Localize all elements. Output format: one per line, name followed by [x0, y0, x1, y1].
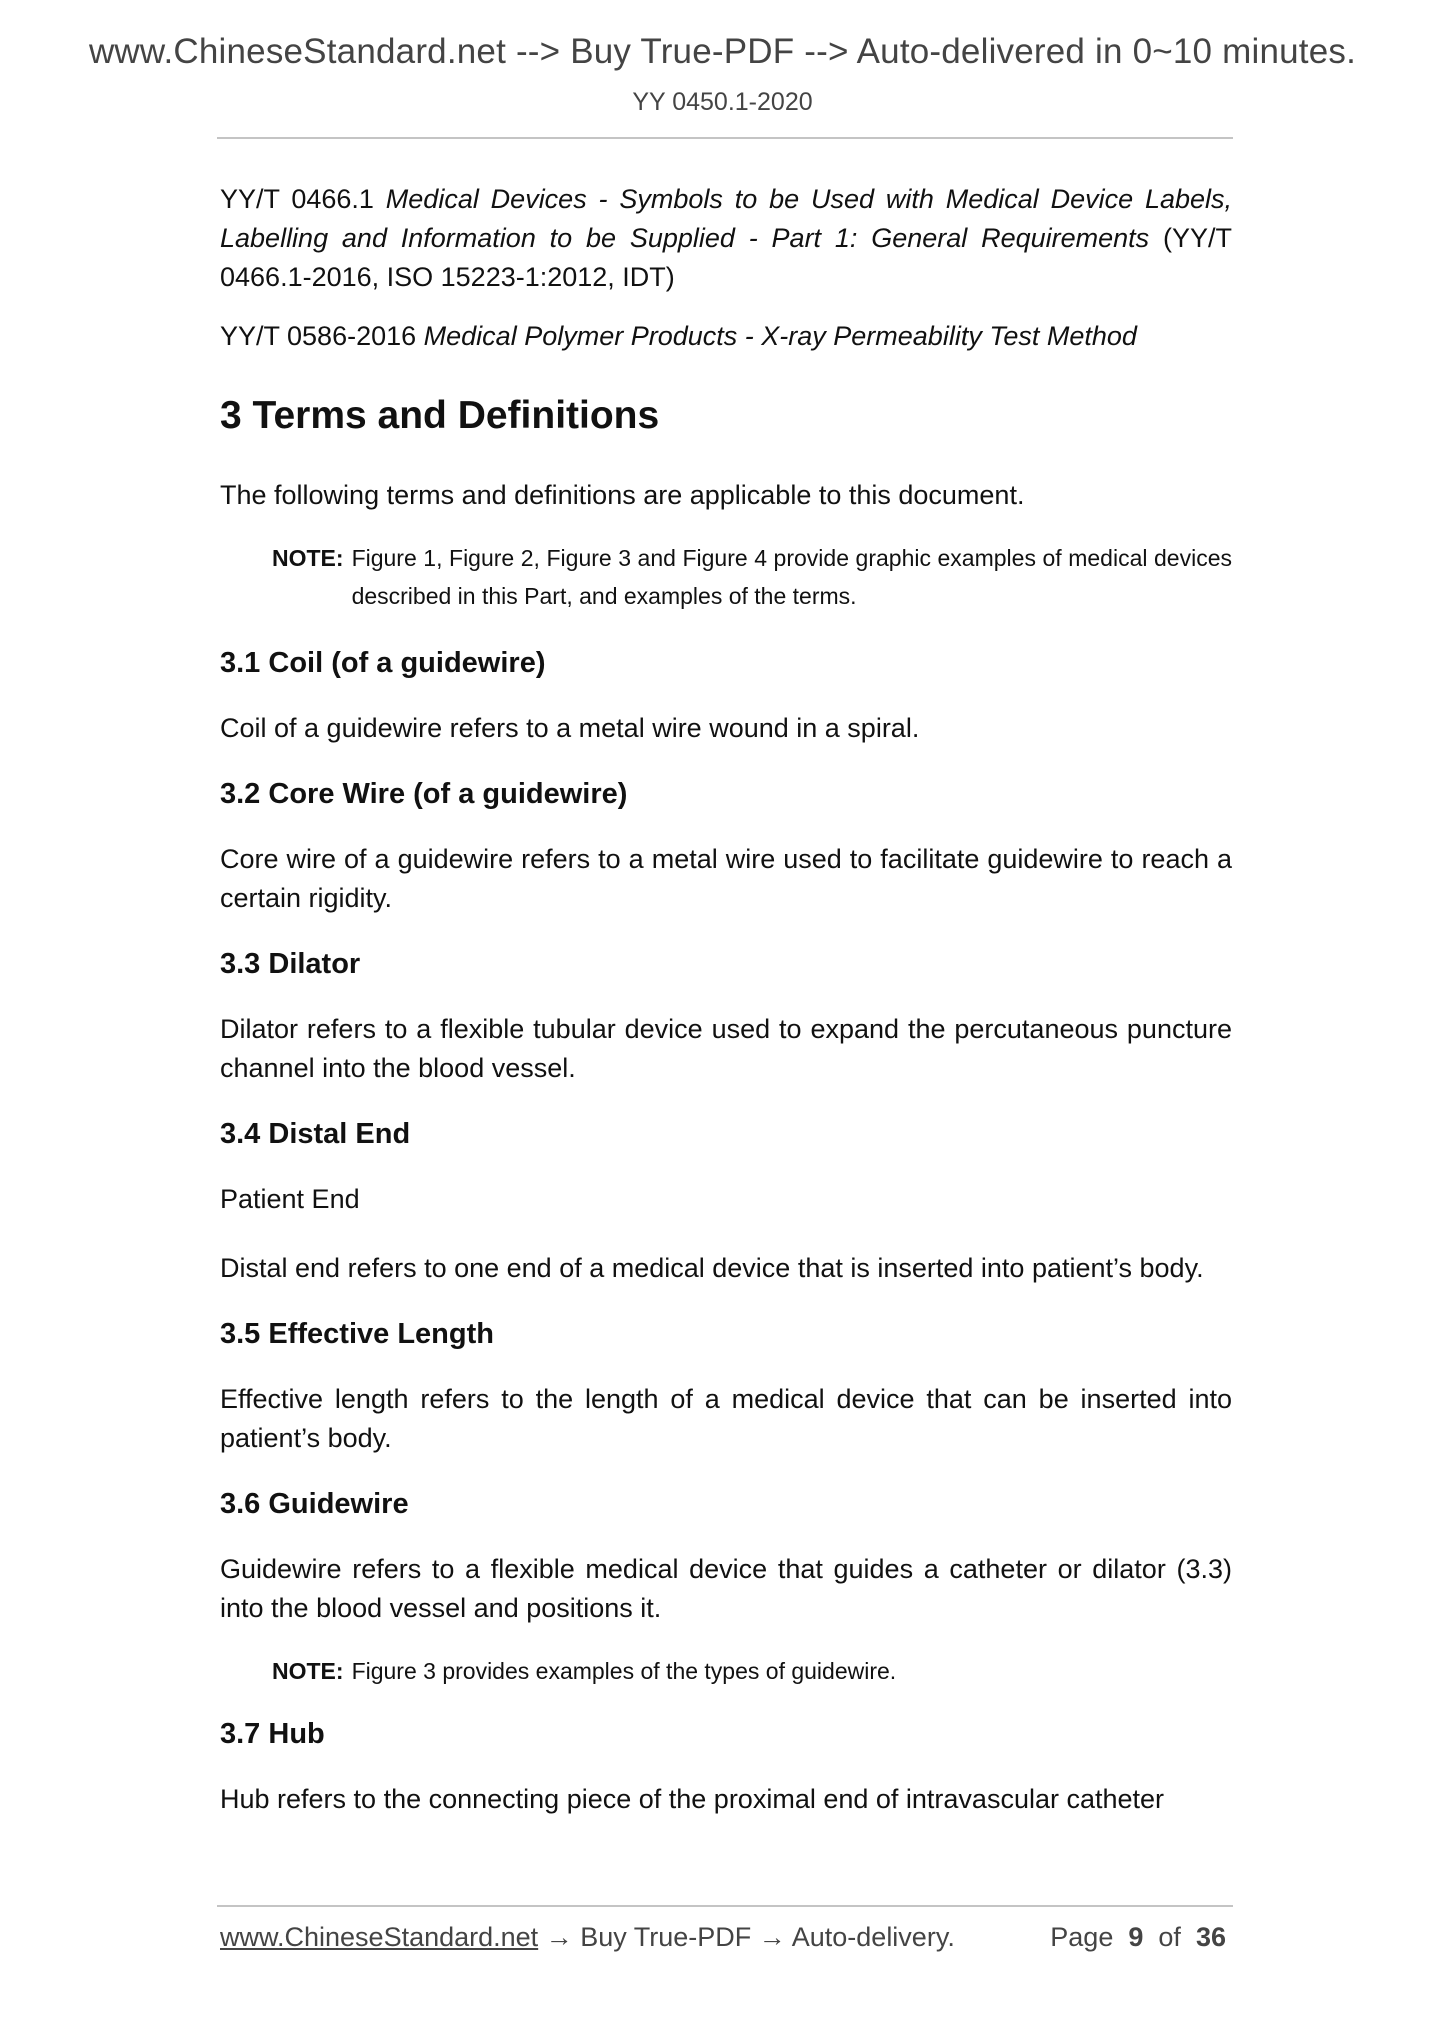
note-label: NOTE:	[272, 1658, 344, 1684]
page-counter	[1050, 1922, 1226, 1953]
term-heading: 3.1 Coil (of a guidewire)	[220, 647, 546, 679]
term-heading: 3.7 Hub	[220, 1718, 325, 1750]
term-definition: Coil of a guidewire refers to a metal wire wound in a spiral.	[220, 713, 920, 743]
footer-divider	[217, 1905, 1233, 1907]
page-total: 36	[1195, 1922, 1226, 1952]
term-alternative: Patient End	[220, 1184, 360, 1214]
page-word: Page	[1050, 1922, 1114, 1952]
reference-code: YY/T 0586-2016	[220, 321, 424, 351]
reference-code: YY/T 0466.1	[220, 184, 386, 214]
note	[272, 1652, 1232, 1690]
term-definition: Effective length refers to the length of a medical device that can be inserted into patient’s body.	[220, 1384, 1232, 1453]
reference-entry	[220, 317, 1232, 356]
note-text: Figure 1, Figure 2, Figure 3 and Figure 4 provide graphic examples of medical devices described in this Part, and examples of the terms.	[351, 545, 1232, 609]
term-heading: 3.6 Guidewire	[220, 1488, 409, 1520]
header-divider	[217, 137, 1233, 139]
document-code: YY 0450.1-2020	[632, 88, 813, 116]
footer-site-link[interactable]: www.ChineseStandard.net	[220, 1922, 539, 1952]
reference-title: Medical Devices - Symbols to be Used with Medical Device Labels, Labelling and Information to be Supplied - Part 1: General Requirements	[220, 184, 1233, 253]
term-definition: Hub refers to the connecting piece of the proximal end of intravascular catheter	[220, 1784, 1165, 1814]
footer-promo	[220, 1922, 955, 1953]
section-intro: The following terms and definitions are applicable to this document.	[220, 480, 1025, 510]
note-label: NOTE:	[272, 545, 344, 571]
note	[272, 539, 1232, 615]
term-heading: 3.4 Distal End	[220, 1118, 411, 1150]
term-heading: 3.2 Core Wire (of a guidewire)	[220, 778, 628, 810]
page-footer	[220, 1922, 1232, 1953]
term-definition: Dilator refers to a flexible tubular device used to expand the percutaneous puncture channel into the blood vessel.	[220, 1014, 1232, 1083]
top-banner: www.ChineseStandard.net --> Buy True-PDF --> Auto-delivered in 0~10 minutes.	[88, 32, 1357, 71]
page-number: 9	[1128, 1922, 1144, 1952]
page-body	[220, 180, 1232, 1819]
of-word: of	[1158, 1922, 1181, 1952]
section-heading: 3 Terms and Definitions	[220, 394, 660, 437]
note-text: Figure 3 provides examples of the types of guidewire.	[351, 1658, 897, 1684]
term-definition: Core wire of a guidewire refers to a metal wire used to facilitate guidewire to reach a certain rigidity.	[220, 844, 1232, 913]
term-definition: Guidewire refers to a flexible medical device that guides a catheter or dilator (3.3) into the blood vessel and positions it.	[220, 1554, 1232, 1623]
reference-title: Medical Polymer Products - X-ray Permeability Test Method	[423, 321, 1137, 351]
footer-promo-text: → Buy True-PDF → Auto-delivery.	[538, 1922, 955, 1952]
term-heading: 3.3 Dilator	[220, 948, 361, 980]
reference-suffix: (YY/T 0466.1-2016, ISO 15223-1:2012, IDT)	[220, 223, 1232, 292]
term-heading: 3.5 Effective Length	[220, 1318, 494, 1350]
term-definition: Distal end refers to one end of a medical device that is inserted into patient’s body.	[220, 1253, 1204, 1283]
reference-entry	[220, 180, 1232, 297]
